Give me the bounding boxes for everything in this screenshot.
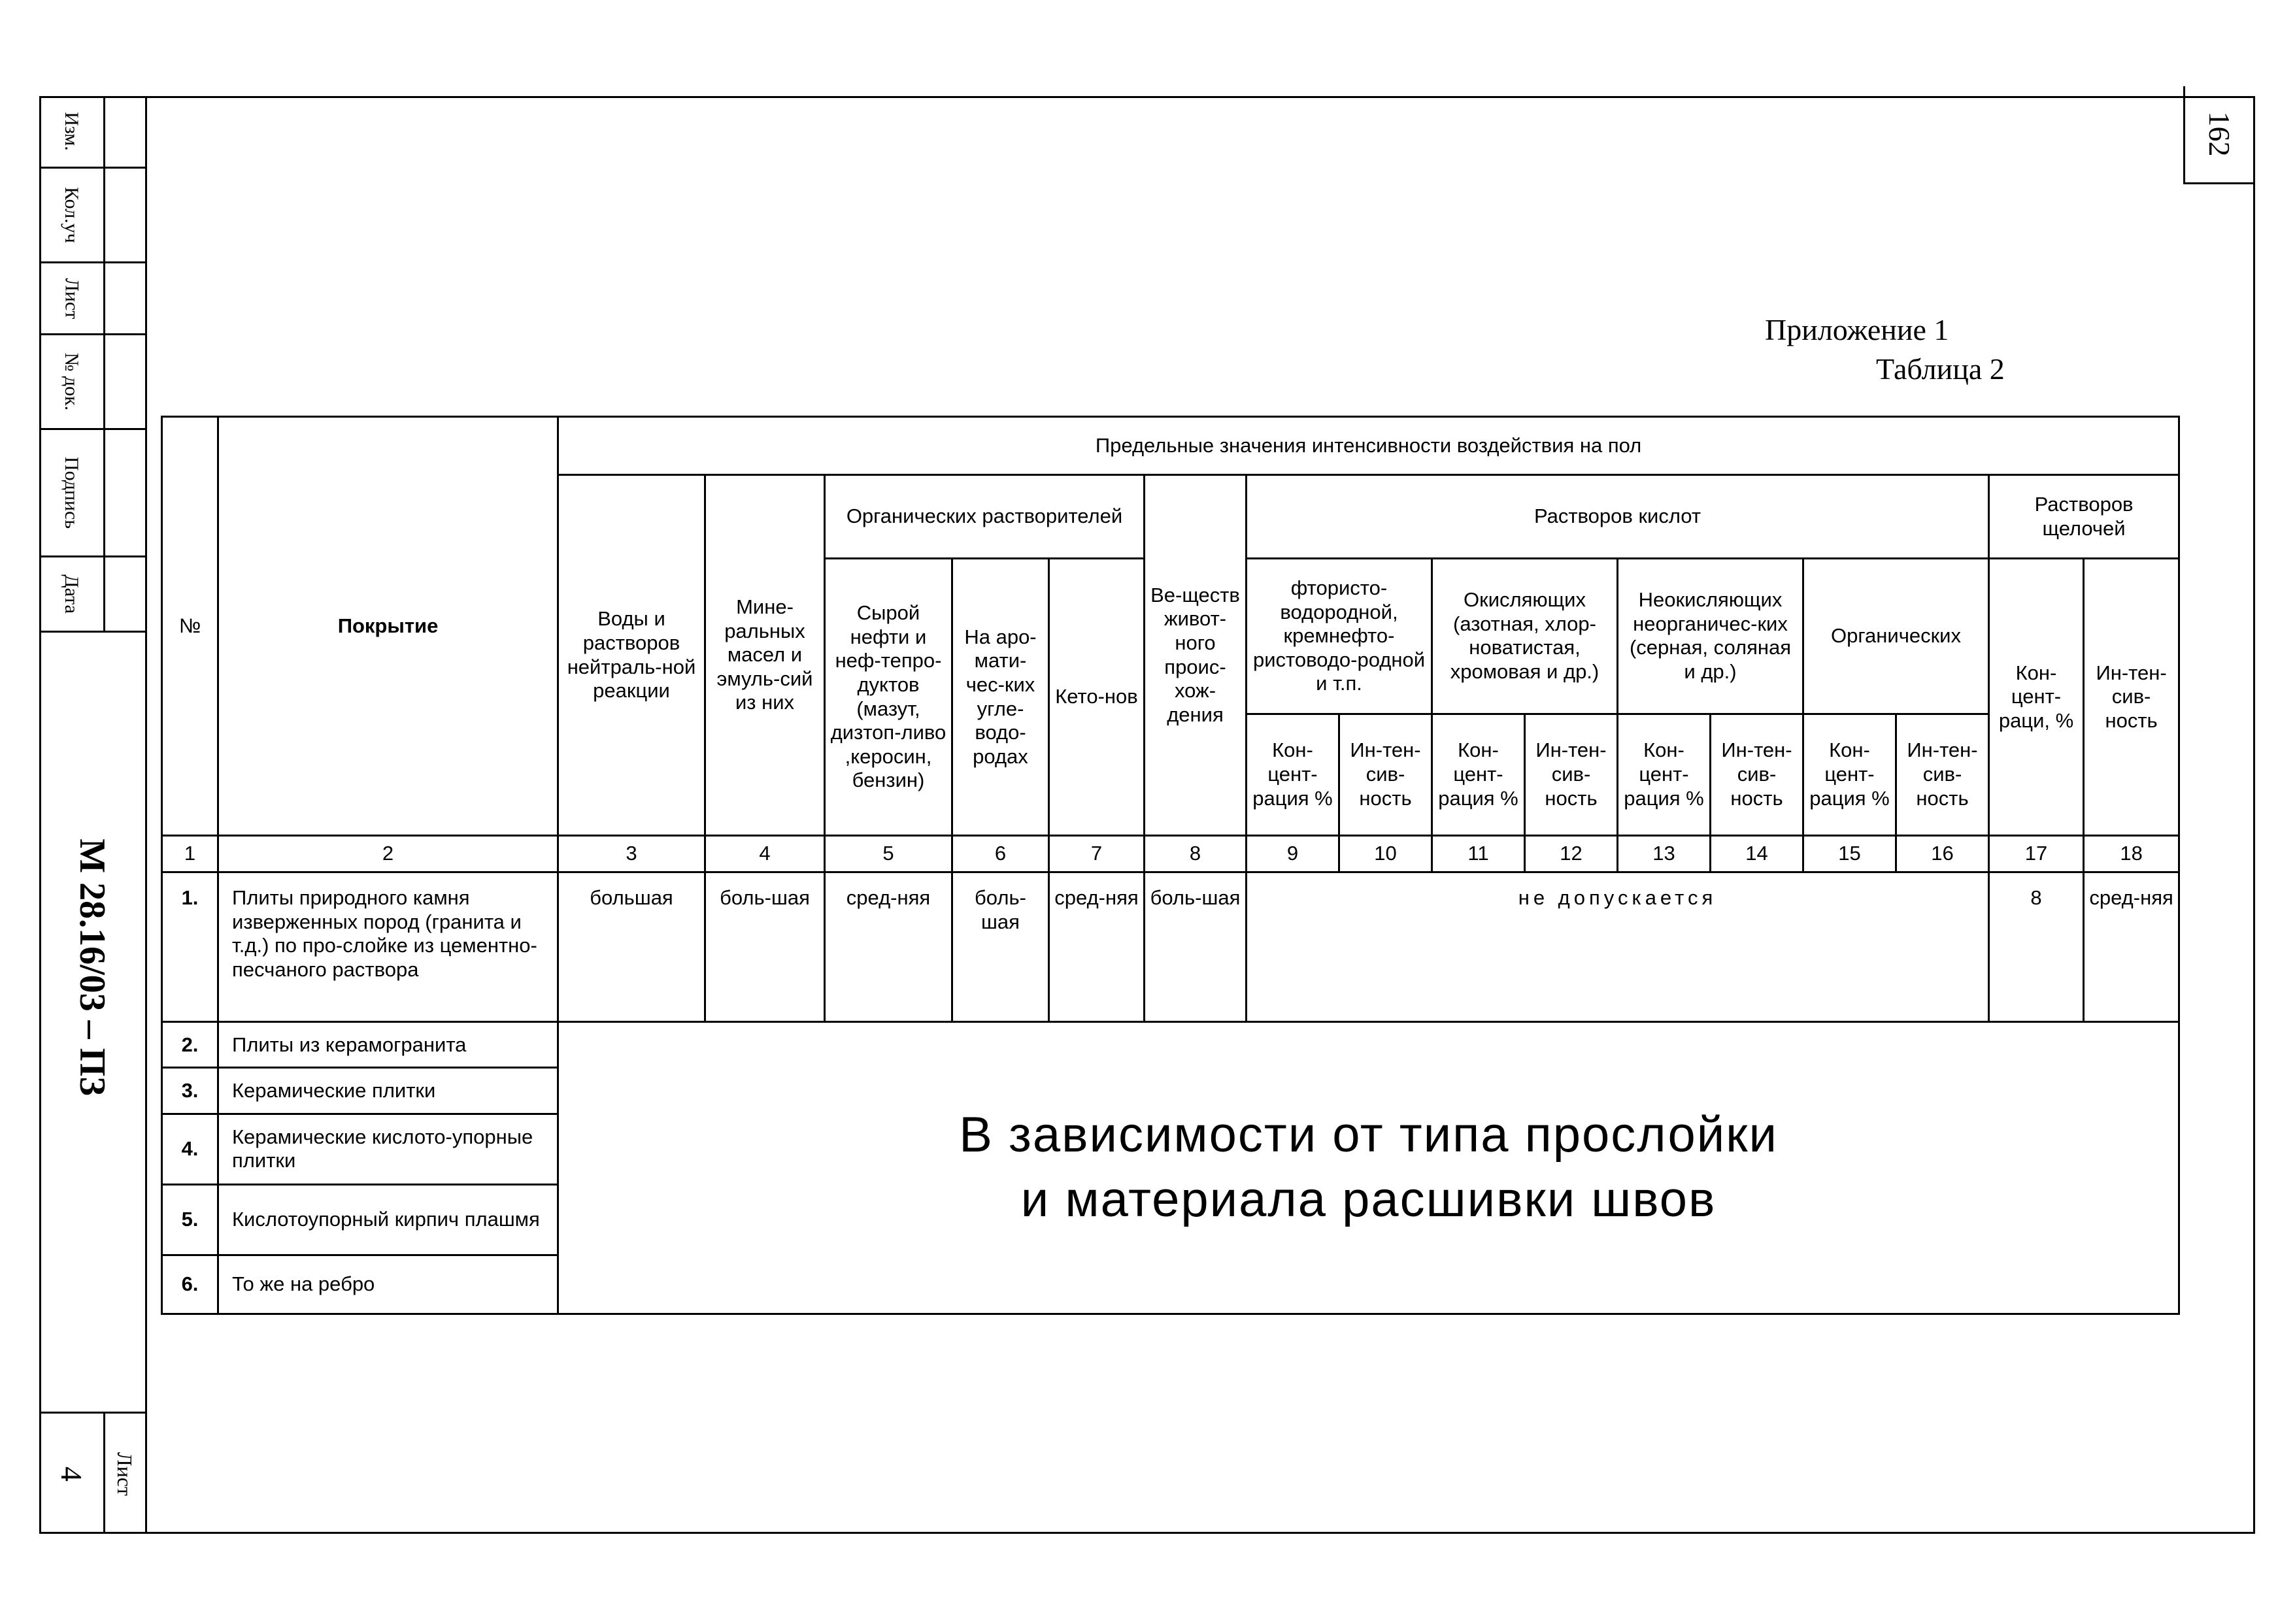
cell-aromatic: боль-шая: [952, 872, 1049, 1021]
strip-label-sign: Подпись: [61, 456, 83, 529]
strip-label-doc: № док.: [61, 352, 82, 411]
header-sub-int: Ин-тен-сив-ность: [1339, 714, 1432, 835]
cell-crude: сред-няя: [825, 872, 952, 1021]
document-code: М 28.16/03 – ПЗ: [72, 838, 112, 1096]
header-alkali: Растворов щелочей: [1989, 475, 2179, 559]
row-cover: Керамические кислото-упорные плитки: [218, 1114, 558, 1184]
header-sub-conc: Кон-цент-рация %: [1432, 714, 1525, 835]
table-row: [162, 1022, 2179, 1068]
header-sub-int: Ин-тен-сив-ность: [1896, 714, 1989, 835]
cell-alkali-conc: 8: [1989, 872, 2084, 1021]
header-water: Воды и растворов нейтраль-ной реакции: [558, 475, 705, 836]
header-ketones: Кето-нов: [1049, 559, 1145, 836]
strip-label-izm: Изм.: [60, 112, 82, 151]
col-number: 7: [1049, 835, 1145, 872]
col-number: 14: [1711, 835, 1803, 872]
header-alkali-conc: Кон-цент-раци, %: [1989, 559, 2084, 836]
header-crude: Сырой нефти и неф-тепро-дуктов (мазут, дизтоп-ливо ,керосин, бензин): [825, 559, 952, 836]
col-number: 8: [1145, 835, 1247, 872]
row-no: 4.: [162, 1114, 218, 1184]
header-sub-conc: Кон-цент-рация %: [1618, 714, 1711, 835]
header-sub-int: Ин-тен-сив-ность: [1711, 714, 1803, 835]
col-number: 3: [558, 835, 705, 872]
row-no: 6.: [162, 1255, 218, 1314]
strip-label-list: Лист: [60, 278, 82, 319]
header-sub-conc: Кон-цент-рация %: [1247, 714, 1339, 835]
header-acid-nonoxidizing: Неокисляющих неорганичес-ких (серная, соляная и др.): [1618, 559, 1803, 714]
merged-note-line1: В зависимости от типа прослойки: [959, 1107, 1778, 1163]
header-aromatic: На аро-мати-чес-ких угле-водо-родах: [952, 559, 1049, 836]
header-organic-solvents: Органических растворителей: [825, 475, 1145, 559]
row-cover: То же на ребро: [218, 1255, 558, 1314]
header-acid-oxidizing: Окисляющих (азотная, хлор-новатистая, хромовая и др.): [1432, 559, 1618, 714]
col-number: 10: [1339, 835, 1432, 872]
header-acids: Растворов кислот: [1247, 475, 1989, 559]
header-no: №: [162, 417, 218, 836]
col-number: 13: [1618, 835, 1711, 872]
sheet-label: Лист: [112, 1451, 137, 1496]
row-cover: Плиты природного камня изверженных пород (гранита и т.д.) по про-слойке из цементно-песчаного раствора: [218, 872, 558, 1021]
merged-note: [558, 1022, 2179, 1314]
col-number: 6: [952, 835, 1049, 872]
cell-acids: не допускается: [1247, 872, 1989, 1021]
col-number: 4: [705, 835, 825, 872]
strip-label-kol: Кол.уч: [61, 187, 82, 243]
row-no: 1.: [162, 872, 218, 1021]
strip-line: [39, 631, 145, 633]
sheet-number: 4: [54, 1466, 88, 1482]
row-cover: Плиты из керамогранита: [218, 1022, 558, 1068]
header-limits: Предельные значения интенсивности воздействия на пол: [558, 417, 2179, 475]
header-mineral: Мине-ральных масел и эмуль-сий из них: [705, 475, 825, 836]
table-row: [162, 872, 2179, 1021]
row-cover: Керамические плитки: [218, 1068, 558, 1114]
header-acid-fluoro: фтористо-водородной, кремнефто-ристоводо-родной и т.п.: [1247, 559, 1432, 714]
header-alkali-int: Ин-тен-сив-ность: [2084, 559, 2179, 836]
row-no: 5.: [162, 1184, 218, 1255]
table-label: Таблица 2: [1876, 352, 2005, 386]
header-sub-int: Ин-тен-сив-ность: [1525, 714, 1618, 835]
cell-animal: боль-шая: [1145, 872, 1247, 1021]
strip-label-date: Дата: [60, 574, 82, 614]
strip-divider: [103, 96, 105, 632]
col-number: 16: [1896, 835, 1989, 872]
merged-note-line2: и материала расшивки швов: [1020, 1172, 1717, 1228]
col-number: 5: [825, 835, 952, 872]
col-number: 1: [162, 835, 218, 872]
row-cover: Кислотоупорный кирпич плашмя: [218, 1184, 558, 1255]
cell-ketones: сред-няя: [1049, 872, 1145, 1021]
header-cover: Покрытие: [218, 417, 558, 836]
col-number: 15: [1803, 835, 1896, 872]
header-animal: Ве-ществ живот-ного проис-хож-дения: [1145, 475, 1247, 836]
col-number: 12: [1525, 835, 1618, 872]
col-number: 2: [218, 835, 558, 872]
header-acid-organic: Органических: [1803, 559, 1989, 714]
page-number: 162: [2203, 111, 2236, 157]
cell-water: большая: [558, 872, 705, 1021]
col-number: 17: [1989, 835, 2084, 872]
col-number: 11: [1432, 835, 1525, 872]
cell-mineral: боль-шая: [705, 872, 825, 1021]
limits-table: [161, 416, 2177, 1315]
header-sub-conc: Кон-цент-рация %: [1803, 714, 1896, 835]
row-no: 2.: [162, 1022, 218, 1068]
col-number: 9: [1247, 835, 1339, 872]
col-number: 18: [2084, 835, 2179, 872]
appendix-heading: Приложение 1: [1765, 313, 1949, 346]
cell-alkali-int: сред-няя: [2084, 872, 2179, 1021]
row-no: 3.: [162, 1068, 218, 1114]
